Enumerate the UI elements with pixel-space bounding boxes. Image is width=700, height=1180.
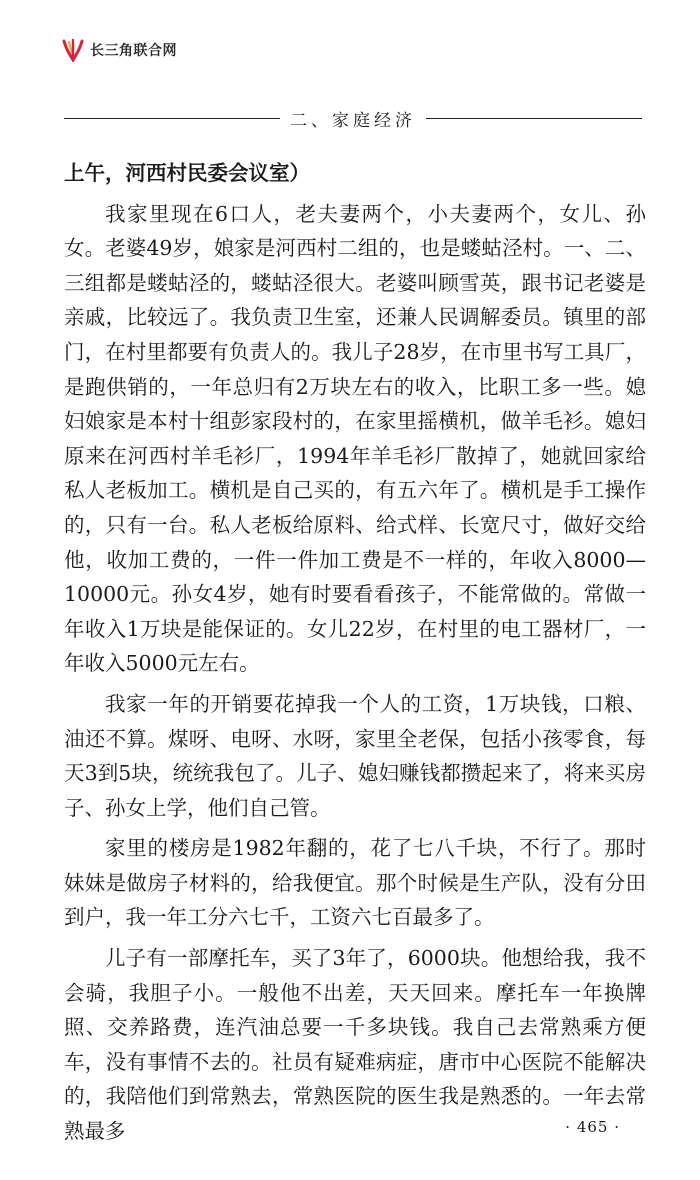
- paragraph: 儿子有一部摩托车，买了3年了，6000块。他想给我，我不会骑，我胆子小。一般他不出差，天天回来。摩托车一年换牌照、交养路费，连汽油总要一千多块钱。我自己去常熟乘方便车，没有事情不去的。社员有疑难病症，唐市中心医院不能解决的，我陪他们到常熟去，常熟医院的医生我是熟悉的。一年去常熟最多: [64, 946, 646, 1144]
- header-rule-right: [426, 118, 642, 119]
- paragraph: 家里的楼房是1982年翻的，花了七八千块，不行了。那时妹妹是做房子材料的，给我便宜。那个时候是生产队，没有分田到户，我一年工分六七千，工资六七百最多了。: [64, 836, 646, 930]
- logo-emblem-icon: [62, 38, 84, 62]
- paragraph: 我家一年的开销要花掉我一个人的工资，1万块钱，口粮、油还不算。煤呀、电呀、水呀，家里全老保，包括小孩零食，每天3到5块，统统我包了。儿子、媳妇赚钱都攒起来了，将来买房子、孙女上学，他们自己管。: [64, 691, 646, 820]
- body-text: [64, 156, 646, 1155]
- paragraph: 我家里现在6口人，老夫妻两个，小夫妻两个，女儿、孙女。老婆49岁，娘家是河西村二组的，也是蝼蛄泾村。一、二、三组都是蝼蛄泾的，蝼蛄泾很大。老婆叫顾雪英，跟书记老婆是亲戚，比较远了。我负责卫生室，还兼人民调解委员。镇里的部门，在村里都要有负责人的。我儿子28岁，在市里书写工具厂，是跑供销的，一年总归有2万块左右的收入，比职工多一些。媳妇娘家是本村十组彭家段村的，在家里摇横机，做羊毛衫。媳妇原来在河西村羊毛衫厂，1994年羊毛衫厂散掉了，她就回家给私人老板加工。横机是自己买的，有五六年了。横机是手工操作的，只有一台。私人老板给原料、给式样、长宽尺寸，做好交给他，收加工费的，一件一件加工费是不一样的，年收入8000—10000元。孙女4岁，她有时要看看孩子，不能常做的。常做一年收入1万块是能保证的。女儿22岁，在村里的电工器材厂，一年收入5000元左右。: [64, 201, 646, 676]
- paragraph-continuation: 上午，河西村民委会议室）: [64, 161, 310, 185]
- site-logo: [62, 38, 177, 62]
- page-number: · 465 ·: [565, 1118, 620, 1136]
- header-rule-left: [64, 118, 280, 119]
- running-head: [64, 106, 642, 130]
- section-title: 二、家庭经济: [290, 110, 416, 131]
- site-name: 长三角联合网: [90, 43, 177, 59]
